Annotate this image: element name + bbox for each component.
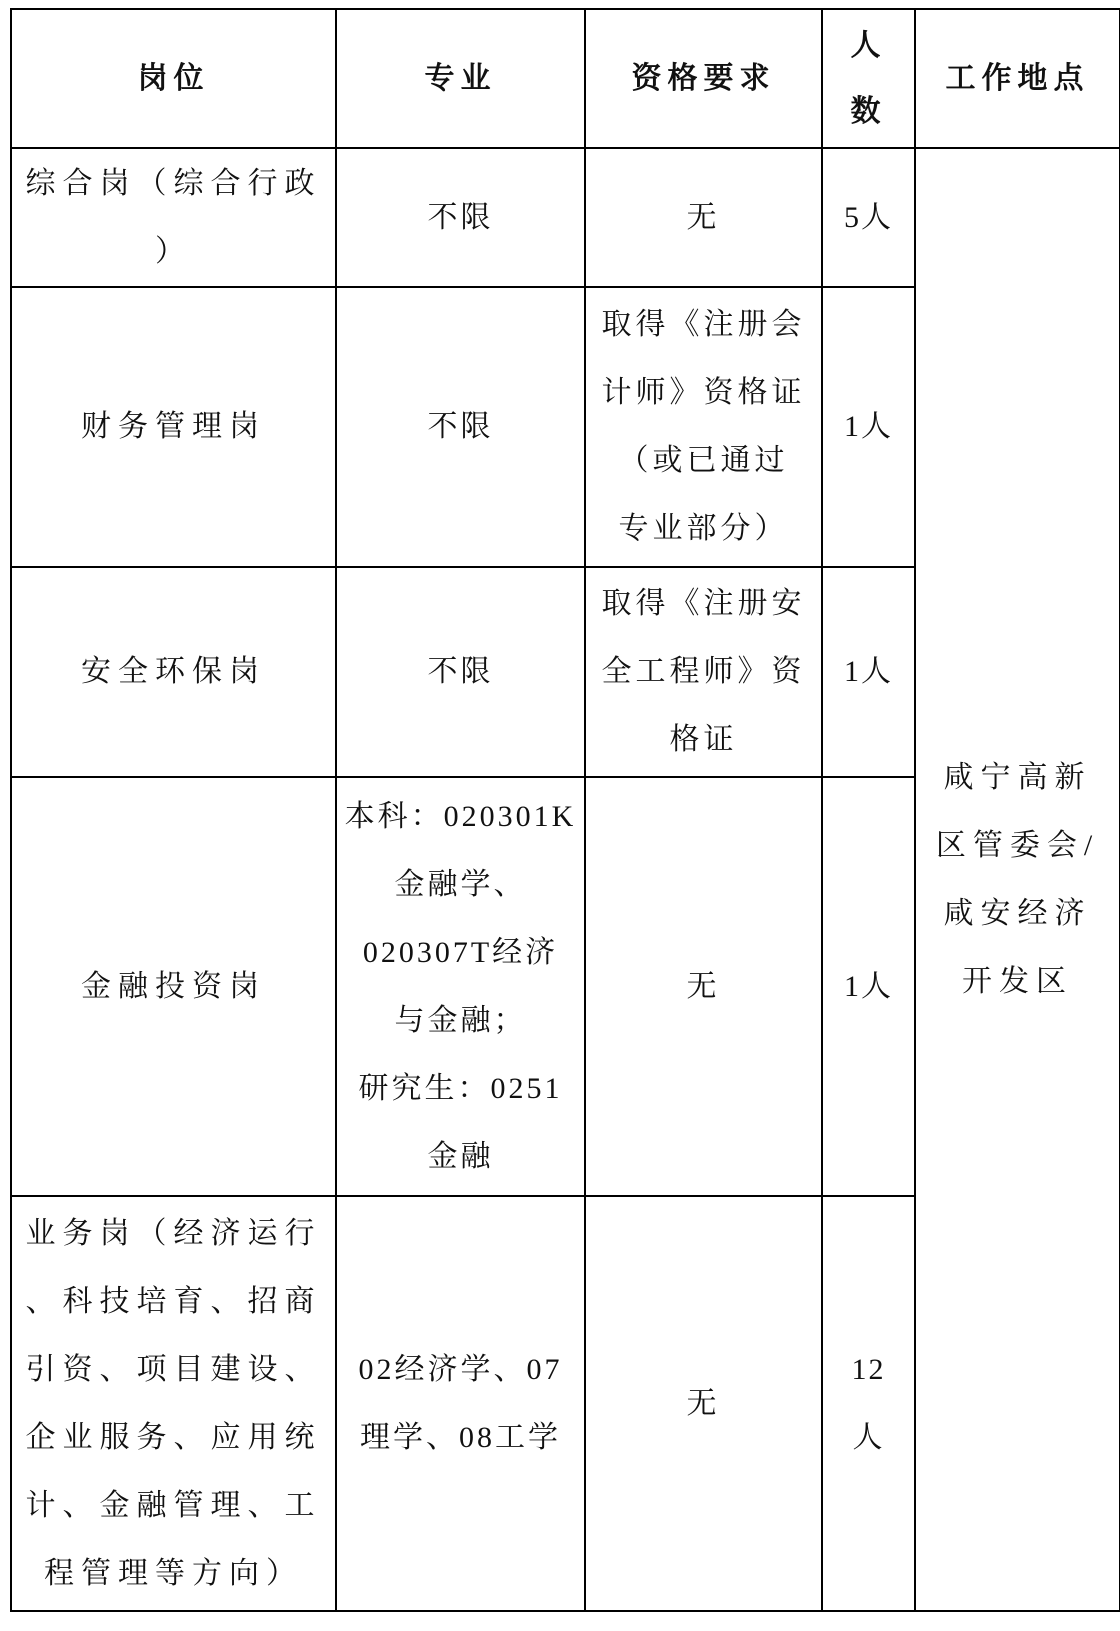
cell-position: 综合岗（综合行政 ）: [11, 148, 336, 287]
table-row: [11, 148, 1120, 287]
cell-headcount: 1人: [822, 567, 915, 777]
cell-major: 本科：020301K 金融学、 020307T经济 与金融； 研究生：0251 金融: [336, 777, 585, 1196]
header-position: 岗位: [11, 9, 336, 148]
table-header: [11, 9, 1120, 148]
header-row: [11, 9, 1120, 148]
header-qualification: 资格要求: [585, 9, 822, 148]
cell-qualification: 无: [585, 148, 822, 287]
header-location: 工作地点: [915, 9, 1120, 148]
cell-headcount: 12 人: [822, 1196, 915, 1611]
job-positions-table: [10, 8, 1120, 1612]
cell-location: 咸宁高新 区管委会/ 咸安经济 开发区: [915, 148, 1120, 1611]
cell-position: 业务岗（经济运行 、科技培育、招商 引资、项目建设、 企业服务、应用统 计、金融管理、工 程管理等方向）: [11, 1196, 336, 1611]
cell-position: 安全环保岗: [11, 567, 336, 777]
cell-position: 金融投资岗: [11, 777, 336, 1196]
cell-qualification: 取得《注册安 全工程师》资 格证: [585, 567, 822, 777]
cell-major: 02经济学、07 理学、08工学: [336, 1196, 585, 1611]
header-headcount: 人 数: [822, 9, 915, 148]
table-body: [11, 148, 1120, 1611]
cell-headcount: 1人: [822, 777, 915, 1196]
cell-headcount: 5人: [822, 148, 915, 287]
cell-major: 不限: [336, 148, 585, 287]
cell-qualification: 无: [585, 777, 822, 1196]
header-major: 专业: [336, 9, 585, 148]
cell-major: 不限: [336, 567, 585, 777]
cell-major: 不限: [336, 287, 585, 567]
cell-headcount: 1人: [822, 287, 915, 567]
cell-qualification: 无: [585, 1196, 822, 1611]
cell-qualification: 取得《注册会 计师》资格证 （或已通过 专业部分）: [585, 287, 822, 567]
cell-position: 财务管理岗: [11, 287, 336, 567]
